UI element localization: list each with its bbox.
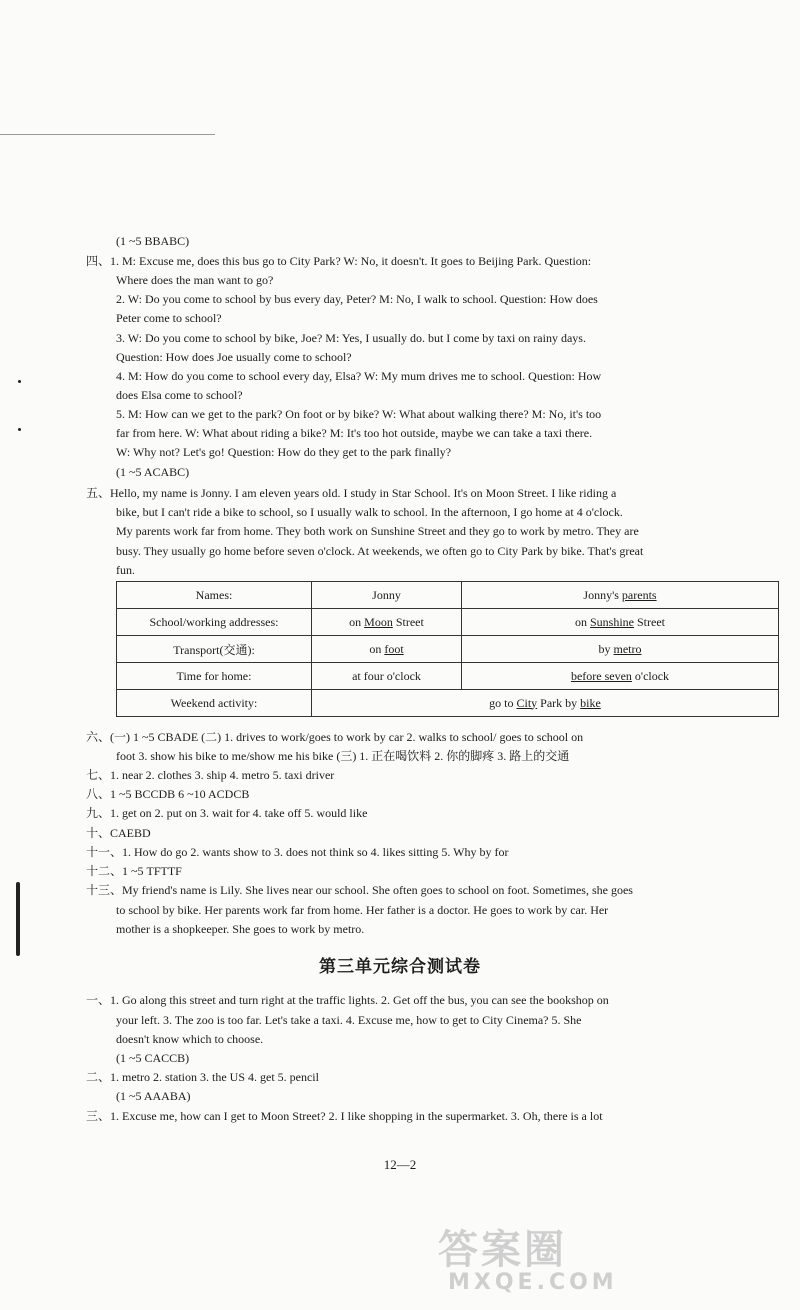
answer-line: 一、1. Go along this street and turn right at the traffic lights. 2. Get off the bus, you can see the bookshop on [86,993,609,1007]
answer-line: 2. W: Do you come to school by bus every day, Peter? M: No, I walk to school. Question: How does [116,292,598,306]
cell-text-underlined: parents [621,587,657,602]
answer-line: far from here. W: What about riding a bike? M: It's too hot outside, maybe we can take a taxi there. [116,426,593,440]
table-cell: at four o'clock [312,663,462,690]
answer-line: (1 ~5 CACCB) [116,1051,190,1065]
answer-line: does Elsa come to school? [116,388,243,402]
answer-line: (1 ~5 AAABA) [116,1089,191,1103]
answer-line: Where does the man want to go? [116,273,274,287]
table-row [117,663,779,690]
cell-text: Street [634,614,665,629]
cell-text: o'clock [631,668,670,683]
answer-line: mother is a shopkeeper. She goes to work by metro. [116,922,365,936]
section-title: 第三单元综合测试卷 [319,957,481,977]
cell-text-underlined: before seven [570,668,632,683]
cell-text: Park by [537,695,581,710]
answer-line: 三、1. Excuse me, how can I get to Moon Street? 2. I like shopping in the supermarket. 3. Oh, there is a lot [86,1109,603,1123]
answer-line: (1 ~5 ACABC) [116,465,190,479]
cell-text: Jonny's [583,587,622,602]
answer-line: foot 3. show his bike to me/show me his bike (三) 1. 正在喝饮料 2. 你的脚疼 3. 路上的交通 [116,749,570,763]
cell-text-underlined: bike [580,695,601,710]
answer-line: 3. W: Do you come to school by bike, Joe? M: Yes, I usually do. but I come by taxi on rainy days. [116,331,586,345]
answer-line: Question: How does Joe usually come to school? [116,350,352,364]
info-table [116,581,779,717]
table-row [117,636,779,663]
cell-text: on [369,641,385,656]
table-cell [312,690,779,717]
answer-line: 十二、1 ~5 TFTTF [86,864,182,878]
answer-line: 4. M: How do you come to school every day, Elsa? W: My mum drives me to school. Question: How [116,369,602,383]
table-cell [312,609,462,636]
scan-mark [16,882,20,956]
answer-line: 五、Hello, my name is Jonny. I am eleven years old. I study in Star School. It's on Moon Street. I like riding a [86,486,617,500]
table-cell [462,582,779,609]
answer-line: Peter come to school? [116,311,222,325]
answer-line: bike, but I can't ride a bike to school, so I usually walk to school. In the afternoon, I go home at 4 o'clock. [116,505,623,519]
table-row [117,582,779,609]
table-row [117,609,779,636]
answer-line: 八、1 ~5 BCCDB 6 ~10 ACDCB [86,787,250,801]
answer-line: 九、1. get on 2. put on 3. wait for 4. take off 5. would like [86,806,368,820]
answer-line: doesn't know which to choose. [116,1032,264,1046]
table-cell [312,636,462,663]
cell-text: Street [392,614,424,629]
answer-line: 七、1. near 2. clothes 3. ship 4. metro 5. taxi driver [86,768,335,782]
answer-line: My parents work far from home. They both work on Sunshine Street and they go to work by metro. They are [116,524,639,538]
page-number: 12—2 [383,1157,417,1172]
watermark-text: 答案圈 [438,1227,567,1273]
scan-mark [18,428,21,431]
answer-line: 六、(一) 1 ~5 CBADE (二) 1. drives to work/goes to work by car 2. walks to school/ goes to school on [86,730,584,744]
table-cell: School/working addresses: [117,609,312,636]
answer-line: busy. They usually go home before seven o'clock. At weekends, we often go to City Park by bike. That's great [116,544,644,558]
answer-line: 十三、My friend's name is Lily. She lives near our school. She often goes to school on foot. Sometimes, she goes [86,883,633,897]
cell-text-underlined: Moon [364,614,393,629]
header-rule [0,134,215,135]
cell-text-underlined: metro [613,641,642,656]
table-cell: Time for home: [117,663,312,690]
cell-text: on [349,614,365,629]
table-cell: Weekend activity: [117,690,312,717]
table-cell: Jonny [312,582,462,609]
answer-line: 十一、1. How do go 2. wants show to 3. does not think so 4. likes sitting 5. Why by for [86,845,509,859]
answer-line: fun. [116,563,135,577]
answer-line: 十、CAEBD [86,826,151,840]
cell-text: on [574,614,590,629]
table-row [117,690,779,717]
cell-text-underlined: Sunshine [589,614,634,629]
watermark-logo [428,1218,788,1300]
table-cell [462,663,779,690]
answer-line: 四、1. M: Excuse me, does this bus go to City Park? W: No, it doesn't. It goes to Beijing Park. Question: [86,254,592,268]
cell-text-underlined: City [516,695,538,710]
watermark-url: MXQE.COM [448,1270,618,1295]
cell-text: by [598,641,614,656]
answer-line: your left. 3. The zoo is too far. Let's take a taxi. 4. Excuse me, how to get to City Cinema? 5. She [116,1013,582,1027]
cell-text-underlined: foot [384,641,404,656]
table-cell [462,636,779,663]
table-cell: Transport(交通): [117,636,312,663]
cell-text: go to [489,695,517,710]
answer-line: (1 ~5 BBABC) [116,234,190,248]
scan-mark [18,380,21,383]
answer-line: 5. M: How can we get to the park? On foot or by bike? W: What about walking there? M: No, it's too [116,407,602,421]
answer-line: 二、1. metro 2. station 3. the US 4. get 5. pencil [86,1070,319,1084]
table-cell: Names: [117,582,312,609]
answer-line: to school by bike. Her parents work far from home. Her father is a doctor. He goes to work by car. Her [116,903,609,917]
table-cell [462,609,779,636]
answer-line: W: Why not? Let's go! Question: How do they get to the park finally? [116,445,452,459]
